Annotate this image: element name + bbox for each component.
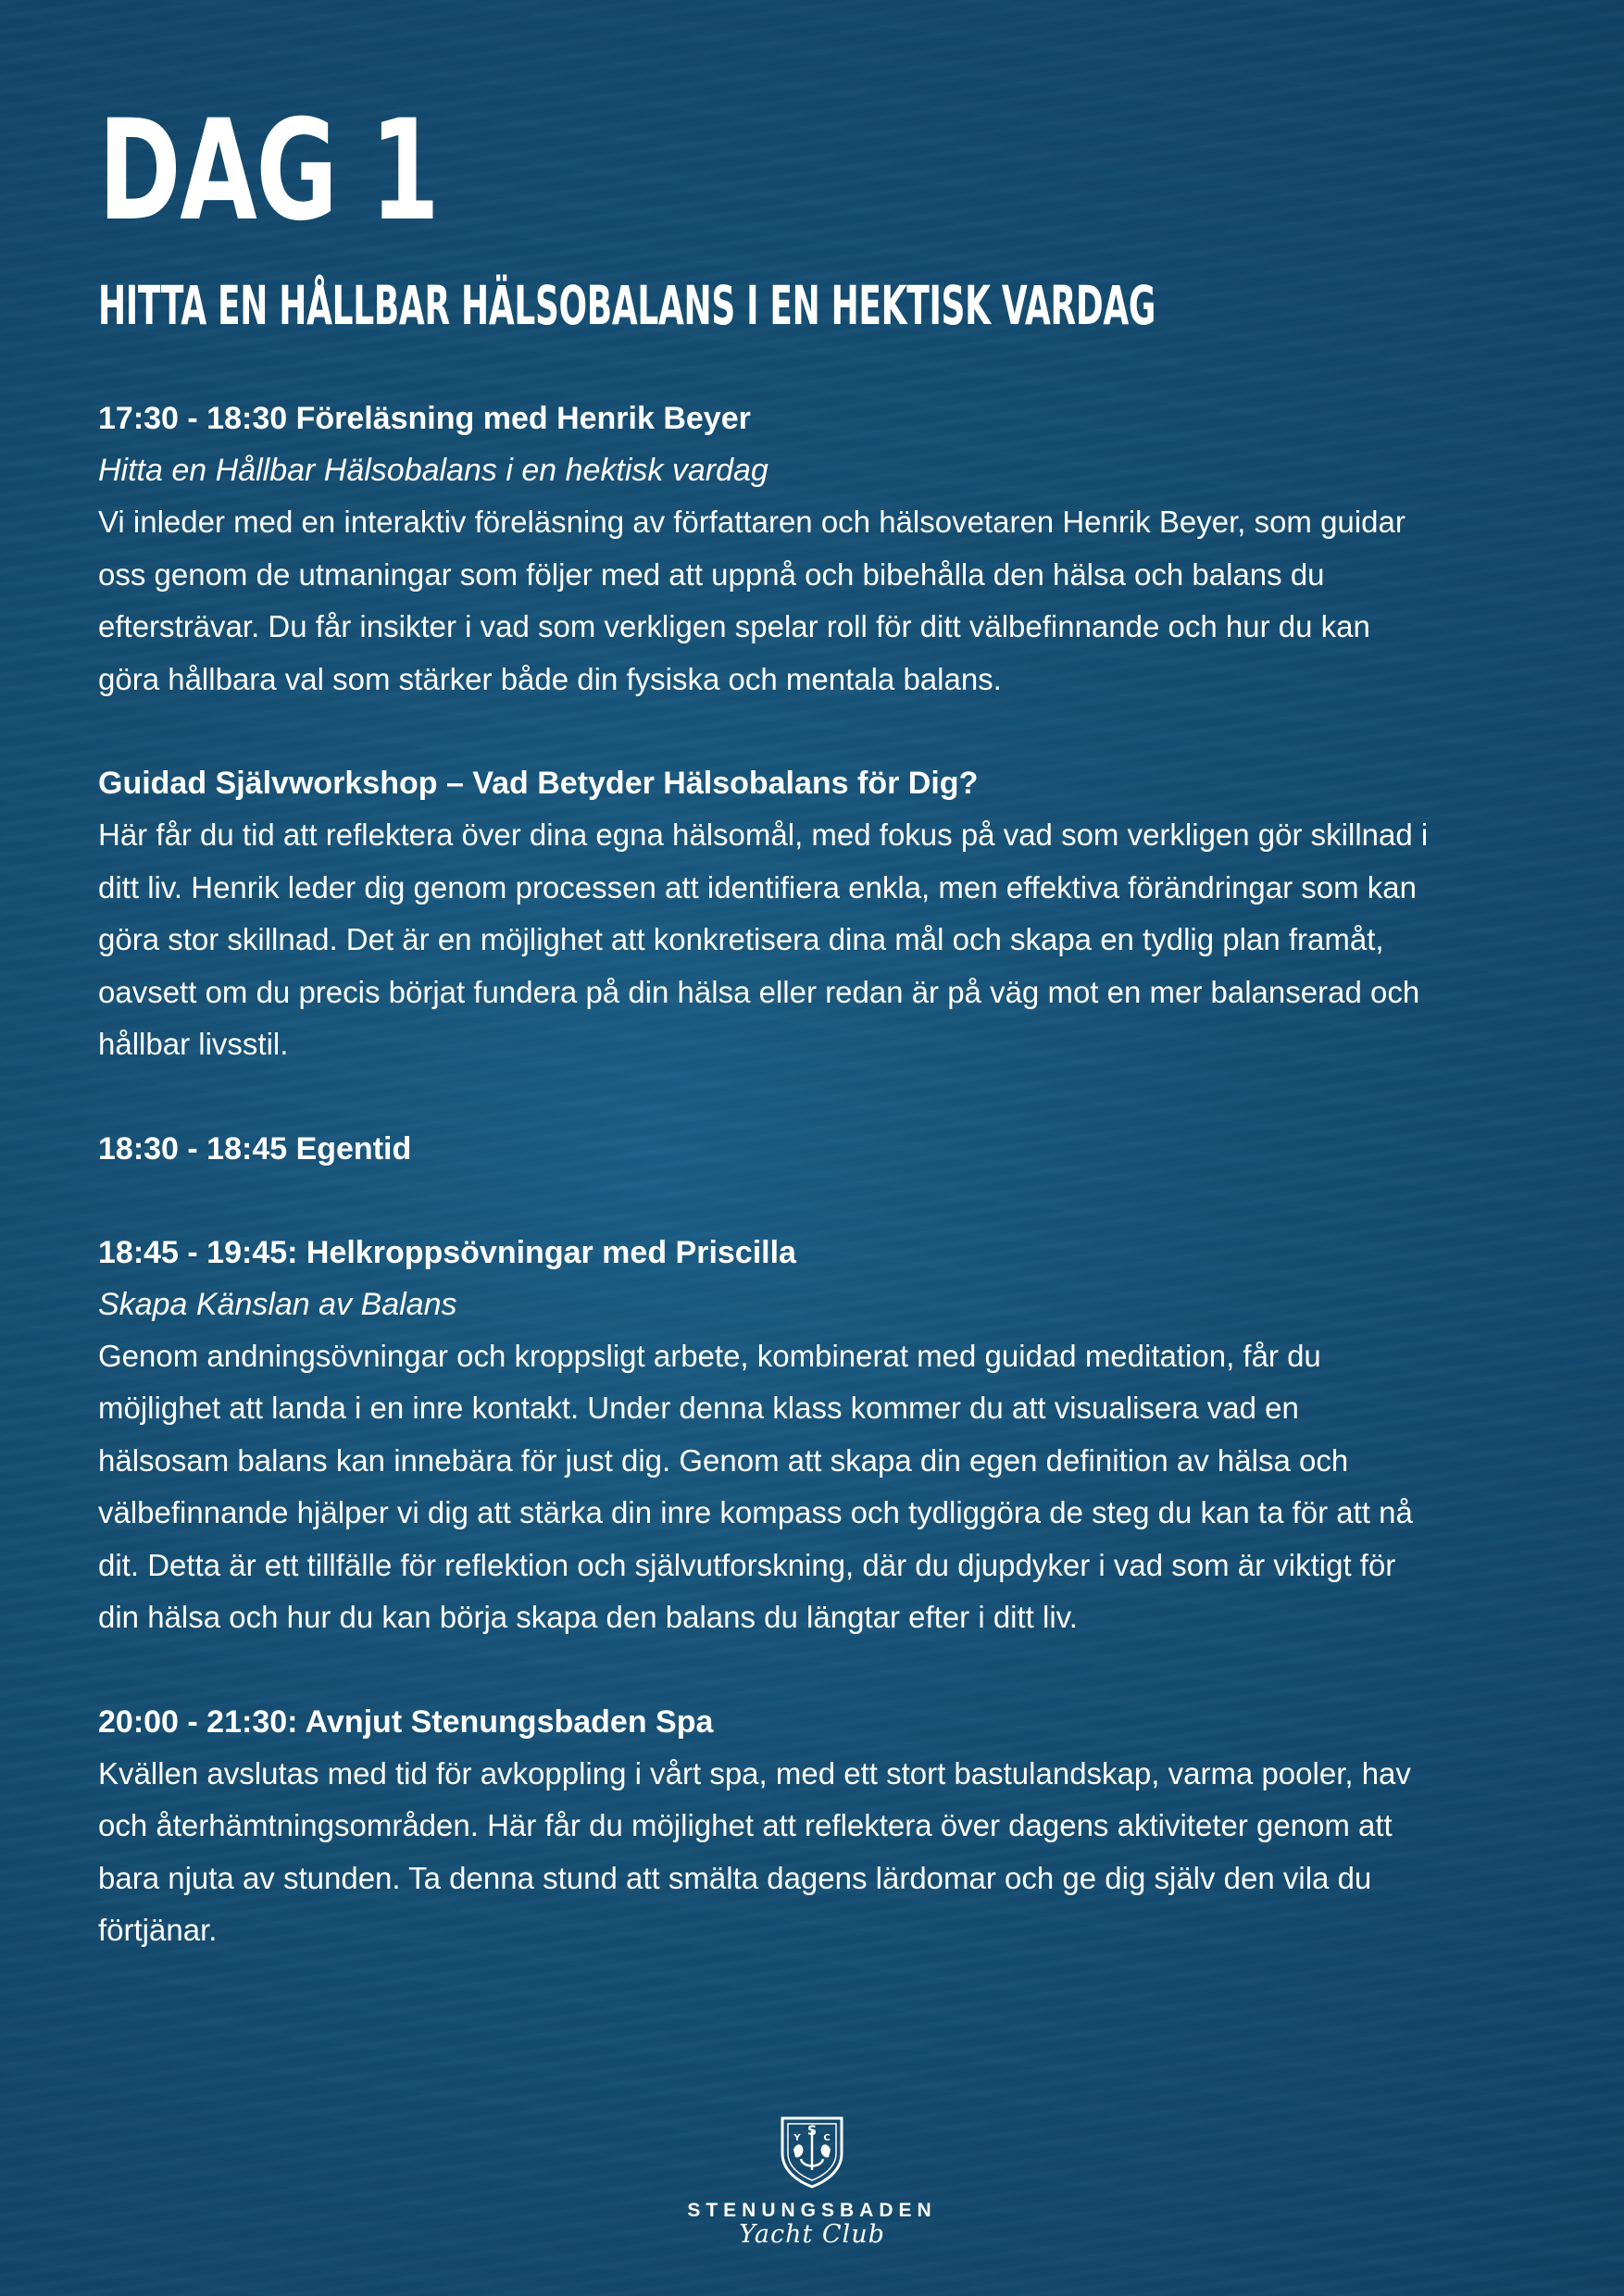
session-spa	[98, 1696, 1431, 1957]
agenda	[98, 393, 1431, 2009]
logo-script: Yacht Club	[739, 2220, 885, 2249]
session-lecture	[98, 393, 1431, 705]
session-heading: Guidad Självworkshop – Vad Betyder Hälsobalans för Dig?	[98, 766, 979, 801]
session-heading: 20:00 - 21:30: Avnjut Stenungsbaden Spa	[98, 1703, 714, 1740]
session-workshop	[98, 757, 1431, 1071]
day-subtitle: HITTA EN HÅLLBAR HÄLSOBALANS I EN HEKTISK VARDAG	[98, 274, 1156, 337]
session-tagline: Hitta en Hållbar Hälsobalans i en hektisk vardag	[98, 453, 768, 488]
session-description: Här får du tid att reflektera över dina egna hälsomål, med fokus på vad som verkligen gör skillnad i ditt liv. Henrik leder dig genom processen att identifiera enkla, men effektiva förändringar som kan göra stor skillnad. Det är en möjlighet att konkretisera dina mål och skapa en tydlig plan framåt, oavsett om du precis börjat fundera på din hälsa eller redan är på väg mot en mer balanserad och hållbar livsstil.	[98, 817, 1429, 1061]
session-exercise	[98, 1227, 1431, 1644]
crest-letter-y: Y	[793, 2133, 801, 2143]
session-description: Vi inleder med en interaktiv föreläsning av författaren och hälsovetaren Henrik Beyer, som guidar oss genom de utmaningar som följer med att uppnå och bibehålla den hälsa och balans du eftersträvar. Du får insikter i vad som verkligen spelar roll för ditt välbefinnande och hur du kan göra hållbara val som stärker både din fysiska och mentala balans.	[98, 505, 1405, 696]
session-description: Genom andningsövningar och kroppsligt arbete, kombinerat med guidad meditation, får du möjlighet att landa i en inre kontakt. Under denna klass kommer du att visualisera vad en hälsosam balans kan innebära för just dig. Genom att skapa din egen definition av hälsa och välbefinnande hjälper vi dig att stärka din inre kompass och tydliggöra de steg du kan ta för att nå dit. Detta är ett tillfälle för reflektion och självutforskning, där du djupdyker i vad som är viktigt för din hälsa och hur du kan börja skapa den balans du längtar efter i ditt liv.	[98, 1338, 1413, 1634]
session-heading: 18:30 - 18:45 Egentid	[98, 1130, 412, 1167]
crest-letter-c: C	[823, 2133, 831, 2143]
crest-icon	[777, 2113, 847, 2189]
logo-wordmark: STENUNGSBADEN	[687, 2200, 937, 2221]
session-heading: 17:30 - 18:30 Föreläsning med Henrik Beyer	[98, 401, 751, 436]
day-title: DAG 1	[98, 91, 439, 252]
crest-letter-s: S	[806, 2124, 818, 2139]
session-egentid	[98, 1123, 1431, 1175]
session-description: Kvällen avslutas med tid för avkoppling i vårt spa, med ett stort bastulandskap, varma pooler, hav och återhämtningsområden. Här får du möjlighet att reflektera över dagens aktiviteter genom att bara njuta av stunden. Ta denna stund att smälta dagens lärdomar och ge dig själv den vila du förtjänar.	[98, 1755, 1411, 1947]
session-heading: 18:45 - 19:45: Helkroppsövningar med Priscilla	[98, 1234, 796, 1270]
session-tagline: Skapa Känslan av Balans	[98, 1286, 457, 1322]
yacht-club-logo	[0, 2113, 1624, 2249]
